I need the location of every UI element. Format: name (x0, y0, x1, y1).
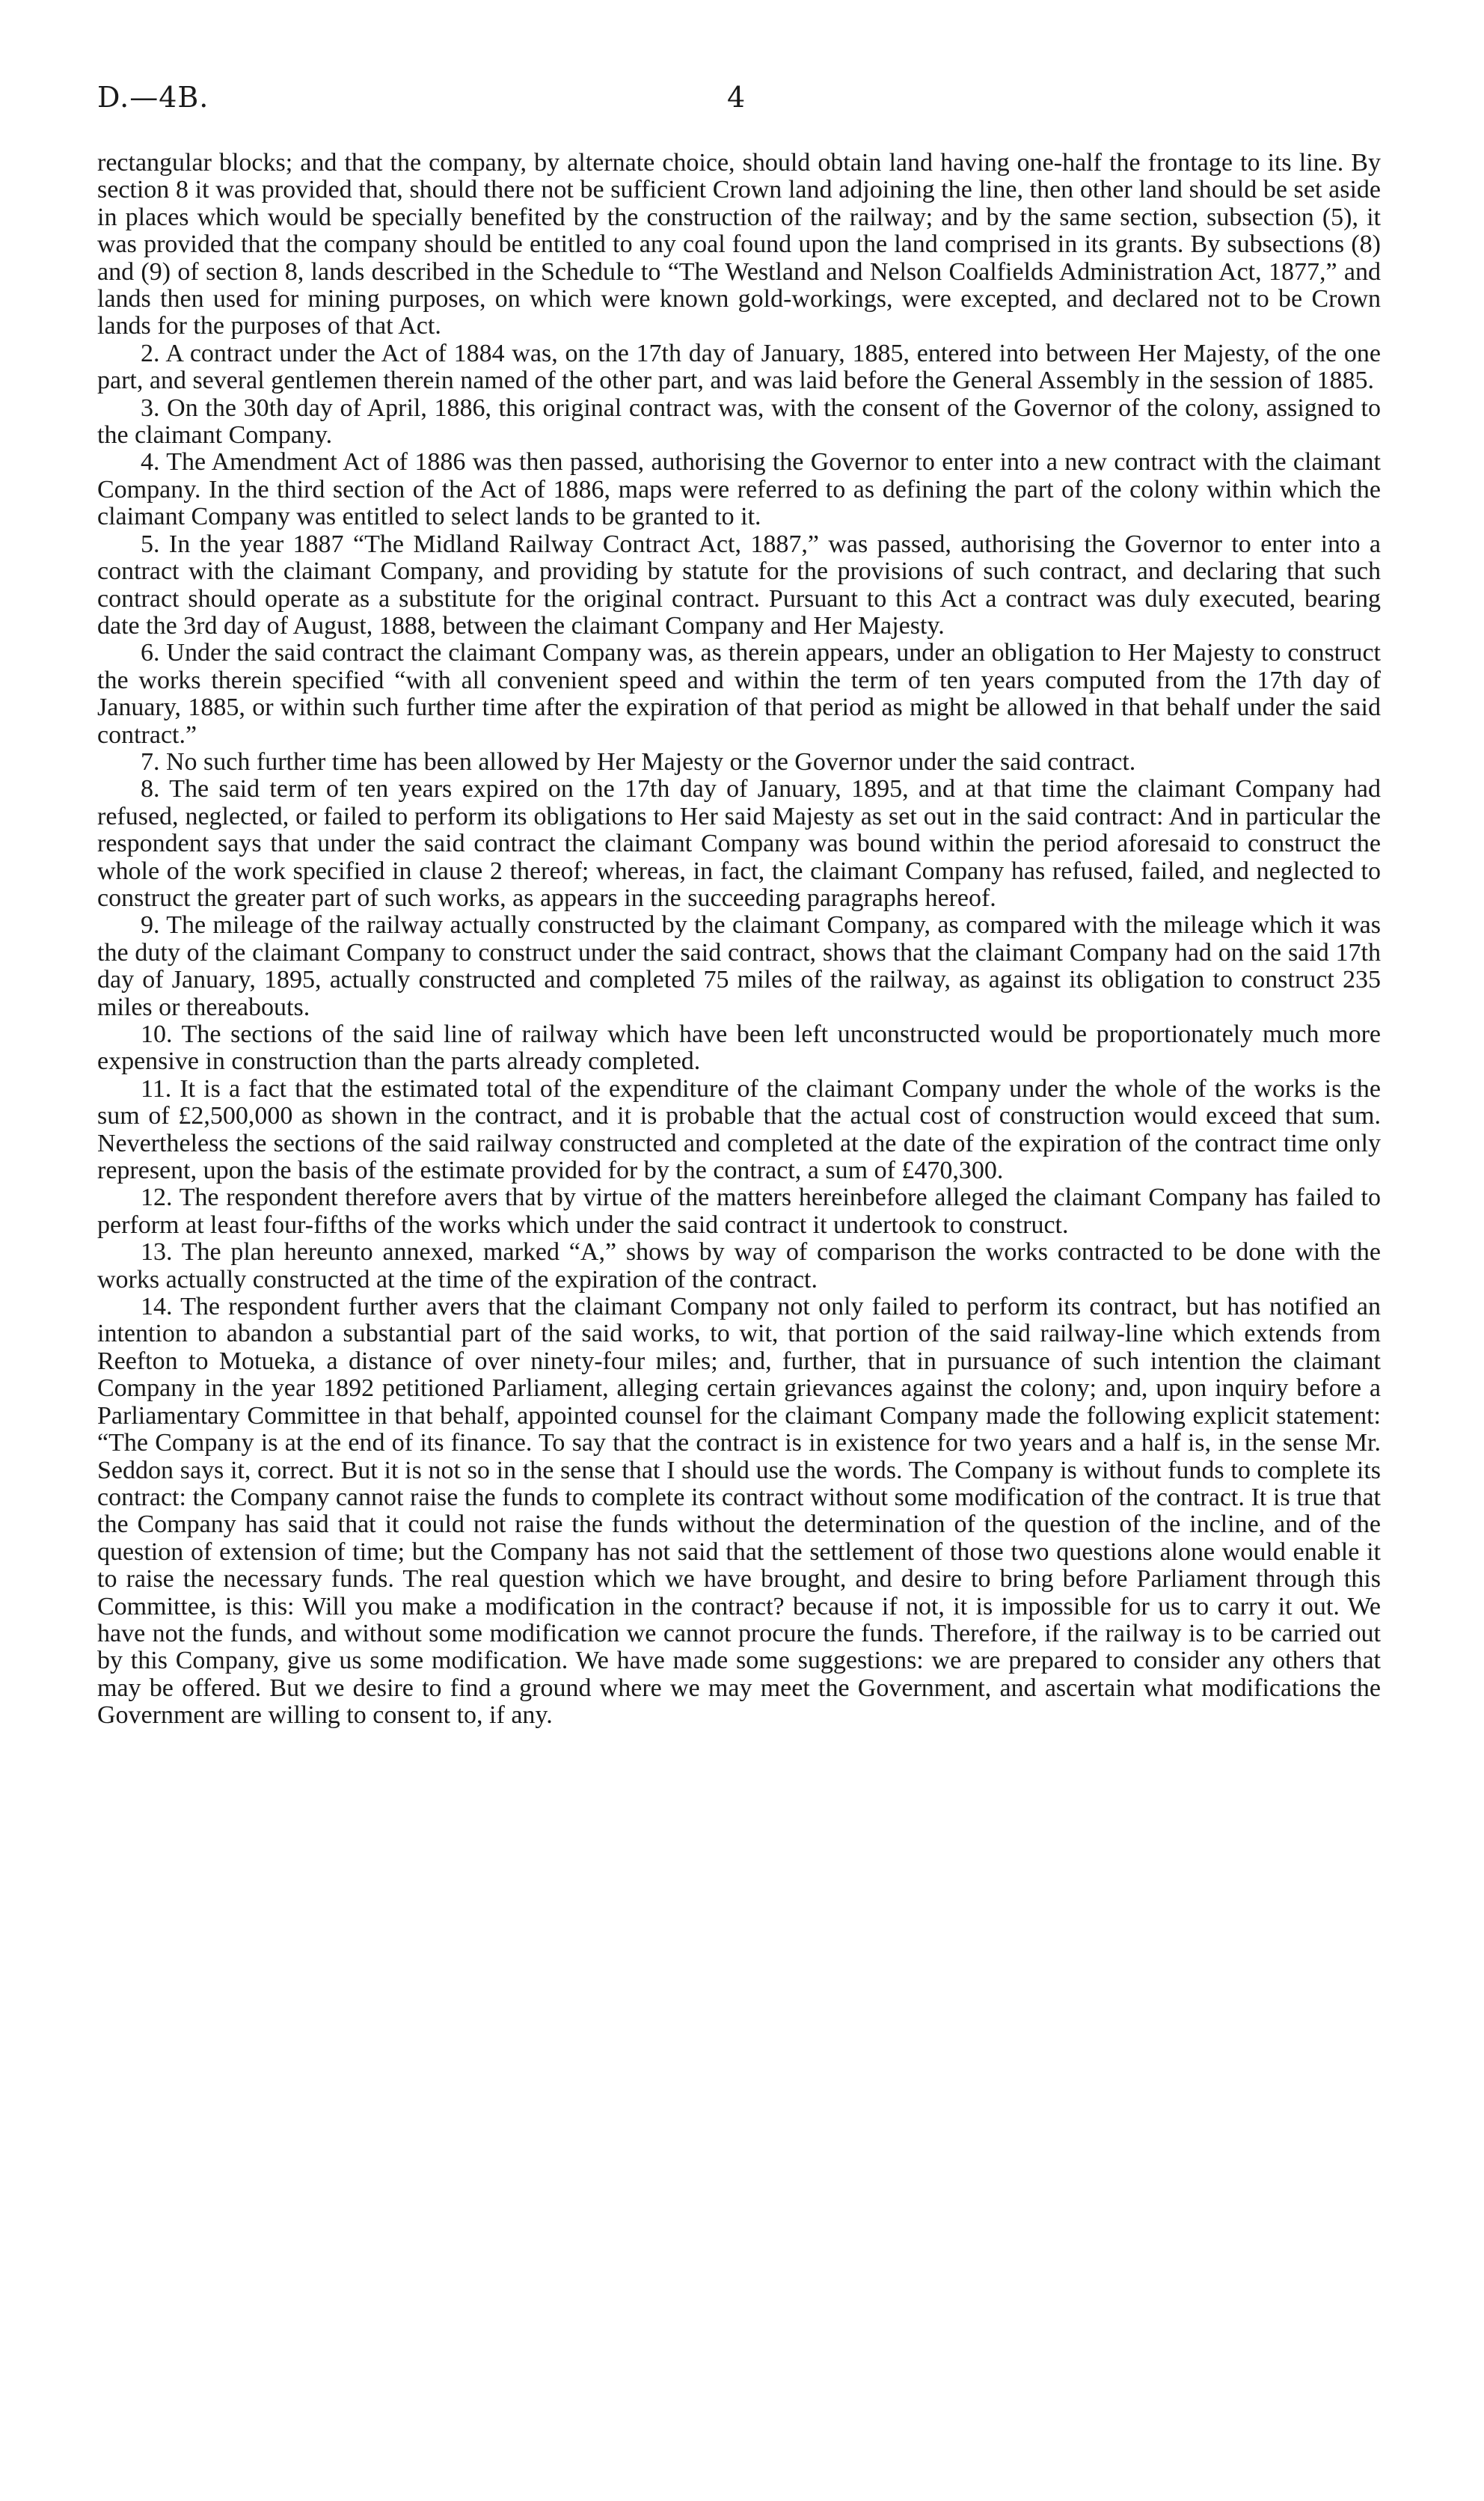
paragraph-11: 11. It is a fact that the estimated total of the expenditure of the claimant Company under the whole of the works is the sum of £2,500,000 as shown in the contract, and it is probable that the actual cost of construction would exceed that sum. Nevertheless the sections of the said railway constructed and completed at the date of the expiration of the contract time only represent, upon the basis of the estimate provided for by the contract, a sum of £470,300. (97, 1074, 1381, 1185)
paragraph-9: 9. The mileage of the railway actually constructed by the claimant Company, as compared with the mileage which it was the duty of the claimant Company to construct under the said contract, shows that the claimant Company had on the said 17th day of January, 1895, actually constructed and completed 75 miles of the railway, as against its obligation to construct 235 miles or thereabouts. (97, 911, 1381, 1021)
page-header (97, 81, 1381, 126)
paragraph-13: 13. The plan hereunto annexed, marked “A,” shows by way of comparison the works contracted to be done with the works actually constructed at the time of the expiration of the contract. (97, 1238, 1381, 1294)
paragraph-2: 2. A contract under the Act of 1884 was, on the 17th day of January, 1885, entered into between Her Majesty, of the one part, and several gentlemen therein named of the other part, and was laid before the General Assembly in the session of 1885. (97, 339, 1381, 395)
paragraph-continued: rectangular blocks; and that the company, by alternate choice, should obtain land having one-half the frontage to its line. By section 8 it was provided that, should there not be sufficient Crown land adjoining the line, then other land should be set aside in places which would be specially benefited by the construction of the railway; and by the same section, subsection (5), it was provided that the company should be entitled to any coal found upon the land comprised in its grants. By subsections (8) and (9) of section 8, lands described in the Schedule to “The Westland and Nelson Coalfields Administration Act, 1877,” and lands then used for mining purposes, on which were known gold-workings, were excepted, and declared not to be Crown lands for the purposes of that Act. (97, 149, 1381, 340)
paragraph-7: 7. No such further time has been allowed by Her Majesty or the Governor under the said contract. (141, 747, 1136, 776)
paragraph-6: 6. Under the said contract the claimant Company was, as therein appears, under an obligation to Her Majesty to construct the works therein specified “with all convenient speed and within the term of ten years computed from the 17th day of January, 1885, or within such further time after the expiration of that period as might be allowed in that behalf under the said contract.” (97, 639, 1381, 749)
page-number: 4 (727, 81, 746, 114)
paragraph-14: 14. The respondent further avers that the claimant Company not only failed to perform its contract, but has notified an intention to abandon a substantial part of the said works, to wit, that portion of the said railway-line which extends from Reefton to Motueka, a distance of over ninety-four miles; and, further, that in pursuance of such intention the claimant Company in the year 1892 petitioned Parliament, alleging certain grievances against the colony; and, upon inquiry before a Parliamentary Committee in that behalf, appointed counsel for the claimant Company made the following explicit statement: “The Company is at the end of its finance. To say that the contract is in existence for two years and a half is, in the sense Mr. Seddon says it, correct. But it is not so in the sense that I should use the words. The Company is without funds to complete its contract: the Company cannot raise the funds to complete its contract without some modification of the contract. It is true that the Company has said that it could not raise the funds without the determination of the question of the incline, and of the question of extension of time; but the Company has not said that the settlement of those two questions alone would enable it to raise the necessary funds. The real question which we have brought, and desire to bring before Parliament through this Committee, is this: Will you make a modification in the contract? because if not, it is impossible for us to carry it out. We have not the funds, and without some modification we cannot procure the funds. Therefore, if the railway is to be carried out by this Company, give us some modification. We have made some suggestions: we are prepared to consider any others that may be offered. But we desire to find a ground where we may meet the Government, and ascertain what modifications the Government are willing to consent to, if any. (97, 1293, 1381, 1730)
paragraph-3: 3. On the 30th day of April, 1886, this original contract was, with the consent of the Governor of the colony, assigned to the claimant Company. (97, 394, 1381, 450)
paragraph-4: 4. The Amendment Act of 1886 was then passed, authorising the Governor to enter into a new contract with the claimant Company. In the third section of the Act of 1886, maps were referred to as defining the part of the colony within which the claimant Company was entitled to select lands to be granted to it. (97, 448, 1381, 531)
body-text (97, 150, 1381, 1730)
document-reference: D.—4B. (97, 81, 209, 114)
paragraph-12: 12. The respondent therefore avers that by virtue of the matters hereinbefore alleged the claimant Company has failed to perform at least four-fifths of the works which under the said contract it undertook to construct. (97, 1184, 1381, 1239)
paragraph-10: 10. The sections of the said line of railway which have been left unconstructed would be proportionately much more expensive in construction than the parts already completed. (97, 1020, 1381, 1076)
paragraph-5: 5. In the year 1887 “The Midland Railway Contract Act, 1887,” was passed, authorising the Governor to enter into a contract with the claimant Company, and providing by statute for the provisions of such contract, and declaring that such contract should operate as a substitute for the original contract. Pursuant to this Act a contract was duly executed, bearing date the 3rd day of August, 1888, between the claimant Company and Her Majesty. (97, 530, 1381, 640)
paragraph-8: 8. The said term of ten years expired on the 17th day of January, 1895, and at that time the claimant Company had refused, neglected, or failed to perform its obligations to Her said Majesty as set out in the said contract: And in particular the respondent says that under the said contract the claimant Company was bound within the period aforesaid to construct the whole of the work specified in clause 2 thereof; whereas, in fact, the claimant Company has refused, failed, and neglected to construct the greater part of such works, as appears in the succeeding paragraphs hereof. (97, 775, 1381, 912)
